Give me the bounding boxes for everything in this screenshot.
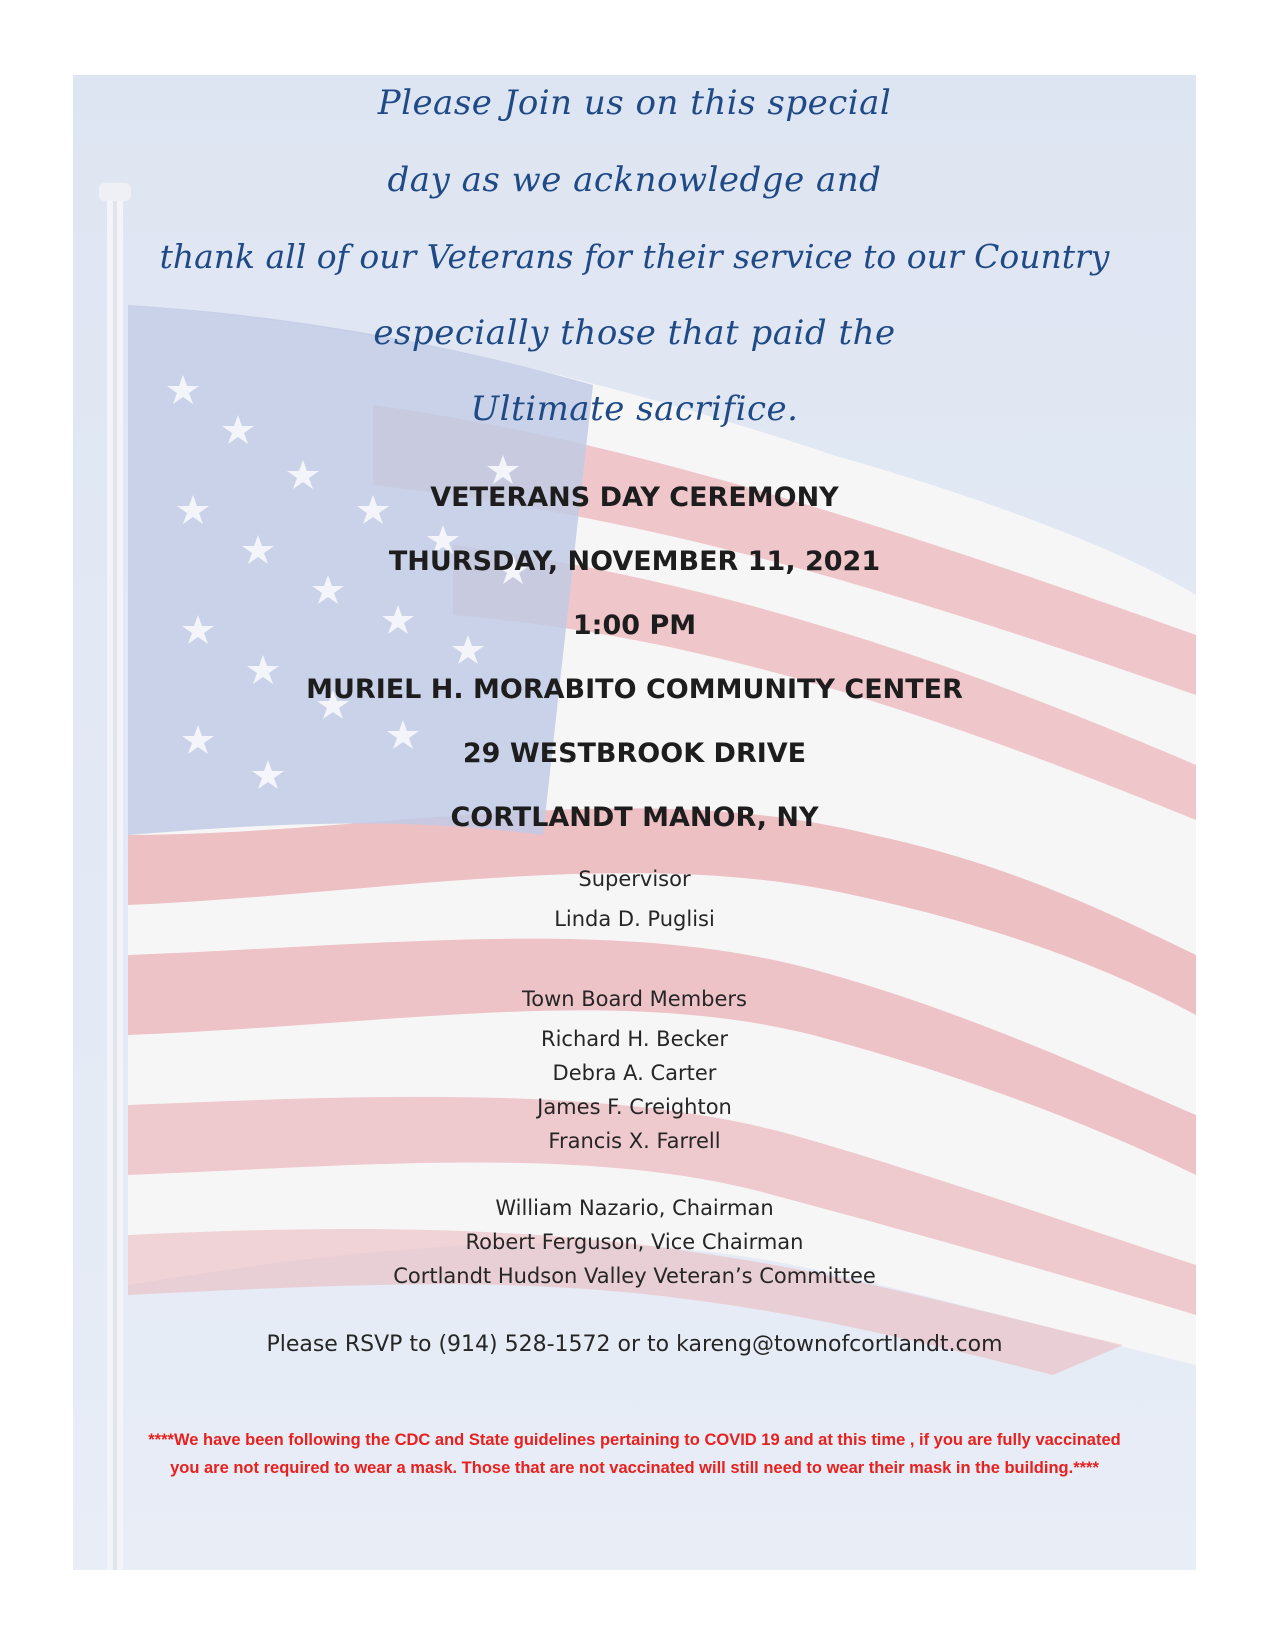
committee-name: Cortlandt Hudson Valley Veteran’s Committee — [393, 1264, 876, 1288]
invitation-line-1: Please Join us on this special — [377, 83, 892, 123]
event-venue: MURIEL H. MORABITO COMMUNITY CENTER — [306, 674, 963, 705]
rsvp-line: Please RSVP to (914) 528-1572 or to kareng@townofcortlandt.com — [266, 1332, 1003, 1357]
invitation-line-5: Ultimate sacrifice. — [470, 389, 799, 429]
invitation-line-3: thank all of our Veterans for their service to our Country — [159, 237, 1110, 276]
committee-chairman: William Nazario, Chairman — [495, 1196, 774, 1220]
invitation-line-4: especially those that paid the — [373, 313, 896, 353]
committee-vice-chairman: Robert Ferguson, Vice Chairman — [465, 1230, 804, 1254]
invitation-line-2: day as we acknowledge and — [387, 160, 882, 200]
event-time: 1:00 PM — [572, 610, 697, 641]
covid-notice-line-2: you are not required to wear a mask. Those that are not vaccinated will still need to wear their mask in the building.**** — [170, 1459, 1099, 1477]
event-title: VETERANS DAY CEREMONY — [430, 482, 839, 513]
event-city: CORTLANDT MANOR, NY — [450, 802, 819, 833]
event-date: THURSDAY, NOVEMBER 11, 2021 — [388, 546, 881, 577]
board-member-2: Debra A. Carter — [552, 1061, 717, 1085]
board-member-4: Francis X. Farrell — [548, 1129, 721, 1153]
flyer-content — [73, 75, 1196, 1570]
supervisor-title: Supervisor — [578, 867, 691, 891]
flyer-sheet — [73, 75, 1196, 1570]
supervisor-name: Linda D. Puglisi — [554, 907, 715, 931]
event-street: 29 WESTBROOK DRIVE — [462, 738, 807, 769]
board-member-3: James F. Creighton — [537, 1095, 732, 1119]
board-member-1: Richard H. Becker — [540, 1027, 729, 1051]
board-title: Town Board Members — [522, 987, 747, 1011]
covid-notice-line-1: ****We have been following the CDC and State guidelines pertaining to COVID 19 and at this time , if you are fully vaccinated — [148, 1431, 1121, 1449]
